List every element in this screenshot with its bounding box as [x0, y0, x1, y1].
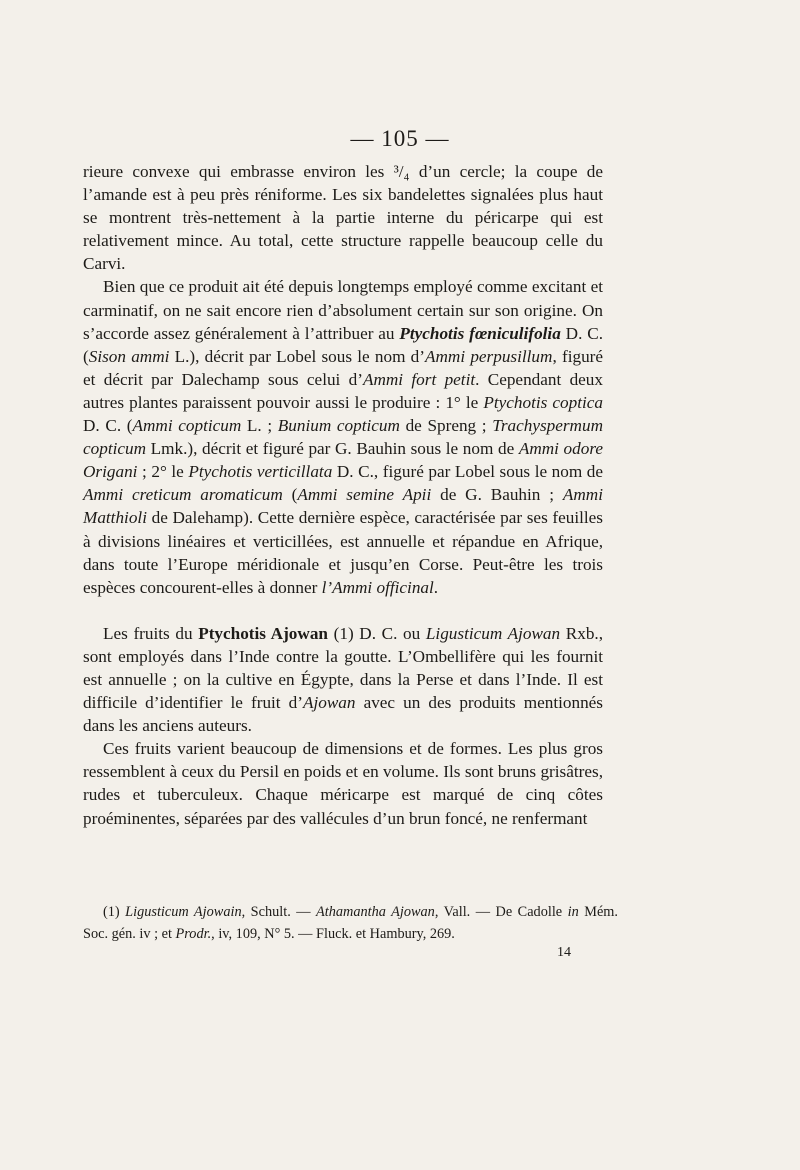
paragraph-3: Les fruits du Ptychotis Ajowan (1) D. C. ou Ligusticum Ajowan Rxb., sont employés dans l’Inde contre la goutte. L’Ombellifère qui les fournit est annuelle ; on la cultive en Égypte, dans la Perse et dans l’Inde. Il est difficile d’identifier le fruit d’Ajowan avec un des produits mentionnés dans les anciens auteurs. [83, 623, 604, 736]
paragraph-1: rieure convexe qui embrasse environ les ³/₄ d’un cercle; la coupe de l’amande est à peu près réniforme. Les six bandelettes signalées plus haut se montrent très-nettement à la partie interne du péricarpe qui est relativement mince. Au total, cette structure rappelle beaucoup celle du Carvi. [83, 162, 603, 274]
paragraph-gap [83, 599, 603, 622]
signature-mark: 14 [557, 945, 571, 960]
footnote: (1) Ligusticum Ajowain, Schult. — Athamantha Ajowan, Vall. — De Cadolle in Mém. Soc. gén. iv ; et Prodr., iv, 109, N° 5. — Fluck. et Hambury, 269. [83, 904, 618, 942]
paragraph-4: Ces fruits varient beaucoup de dimensions et de formes. Les plus gros ressemblent à ceux du Persil en poids et en volume. Ils sont bruns grisâtres, rudes et tuberculeux. Chaque méricarpe est marqué de cinq côtes proéminentes, séparées par des vallécules d’un brun foncé, ne renfermant [83, 739, 603, 828]
body-text [83, 160, 603, 830]
paragraph-2: Bien que ce produit ait été depuis longtemps employé comme excitant et carminatif, on ne sait encore rien d’absolument certain sur son origine. On s’accorde assez généralement à l’attribuer au Ptychotis fœniculifolia D. C. (Sison ammi L.), décrit par Lobel sous le nom d’Ammi perpusillum, figuré et décrit par Dalechamp sous celui d’Ammi fort petit. Cependant deux autres plantes paraissent pouvoir aussi le produire : 1° le Ptychotis coptica D. C. (Ammi copticum L. ; Bunium copticum de Spreng ; Trachyspermum copticum Lmk.), décrit et figuré par G. Bauhin sous le nom de Ammi odore Origani ; 2° le Ptychotis verticillata D. C., figuré par Lobel sous le nom de Ammi creticum aromaticum (Ammi semine Apii de G. Bauhin ; Ammi Matthioli de Dalehamp). Cette dernière espèce, caractérisée par ses feuilles à divisions linéaires et verticillées, est annuelle et répandue en Afrique, dans toute l’Europe méridionale et jusqu’en Corse. Peut-être les trois espèces concourent-elles à donner l’Ammi officinal. [83, 277, 604, 597]
page-number: — 105 — [350, 126, 450, 151]
